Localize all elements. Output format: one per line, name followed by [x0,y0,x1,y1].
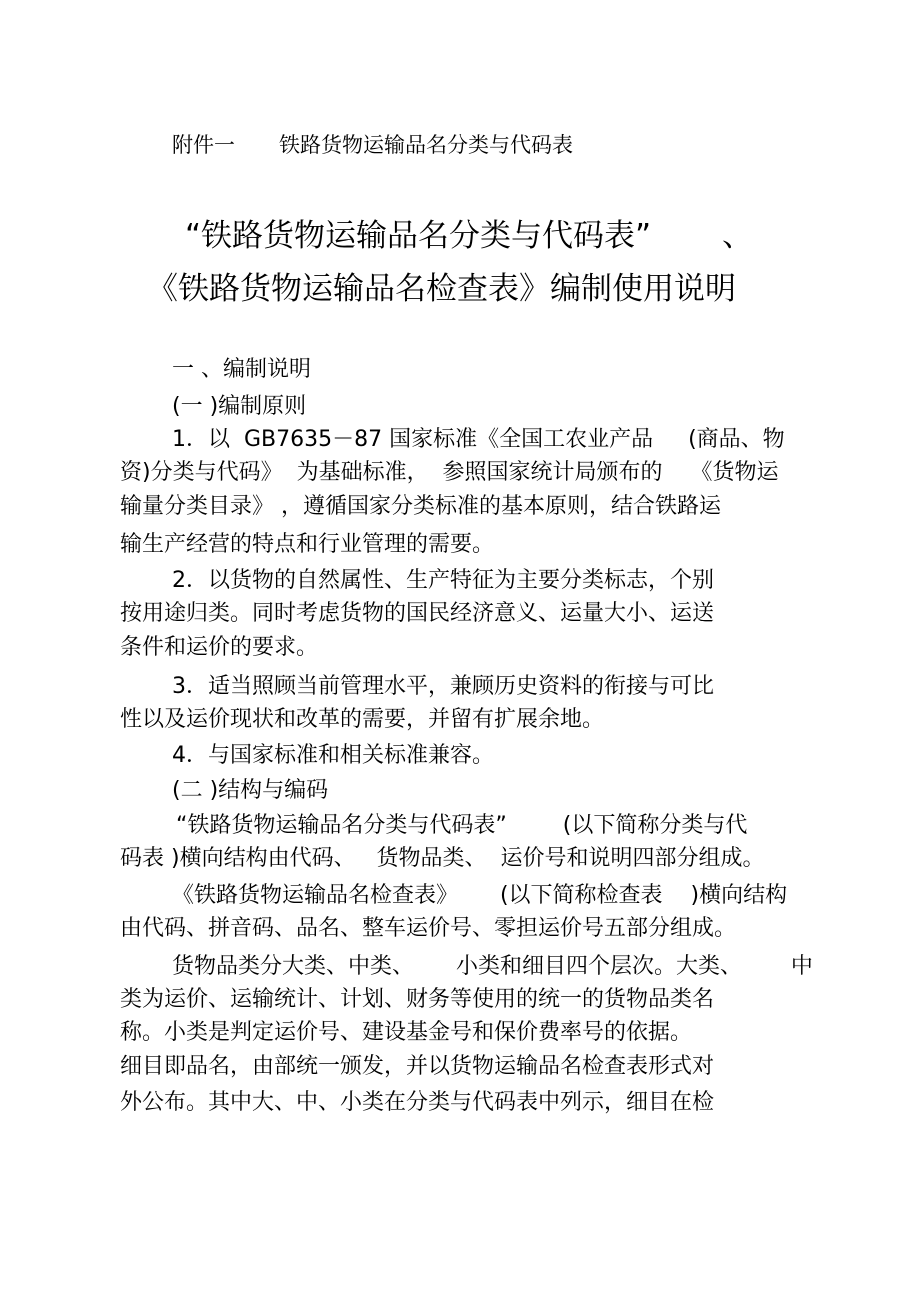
paragraph-line: 条件和运价的要求。 [120,635,319,660]
paragraph-line: 外公布。其中大、中、小类在分类与代码表中列示，细目在检 [120,1090,715,1115]
paragraph-line: 输量分类目录》 ，遵循国家分类标准的基本原则，结合铁路运 [120,494,721,519]
paragraph-line: “铁路货物运输品名分类与代码表” (以下简称分类与代 [176,813,748,838]
paragraph-line: 性以及运价现状和改革的需要，并留有扩展余地。 [120,707,605,732]
section-heading: 一 、编制说明 [172,357,311,382]
paragraph-line: 资)分类与代码》 为基础标准， 参照国家统计局颁布的 《货物运 [120,460,779,485]
page-title-line-1: “铁路货物运输品名分类与代码表” [185,218,652,254]
paragraph-line: 类为运价、运输统计、计划、财务等使用的统一的货物品类名 [120,987,715,1012]
paragraph-line: 由代码、拼音码、品名、整车运价号、零担运价号五部分组成。 [120,916,737,941]
paragraph-line: 码表 )横向结构由代码、 货物品类、 运价号和说明四部分组成。 [120,846,765,871]
paragraph-line: 1．以 GB7635－87 国家标准《全国工农业产品 (商品、物 [172,427,785,452]
paragraph-line: 货物品类分大类、中类、 小类和细目四个层次。大类、 中 [172,954,813,979]
page-title-line-1-mark: 、 [722,218,753,254]
page-title-line-2: 《铁路货物运输品名检查表》编制使用说明 [147,271,736,307]
attachment-label: 附件一 [172,133,235,157]
paragraph-line: 4．与国家标准和相关标准兼容。 [172,743,494,768]
subsection-heading: (一 )编制原则 [172,394,307,419]
paragraph-line: 按用途归类。同时考虑货物的国民经济意义、运量大小、运送 [120,601,715,626]
paragraph-line: 《铁路货物运输品名检查表》 (以下简称检查表 )横向结构 [172,883,788,908]
paragraph-line: 输生产经营的特点和行业管理的需要。 [120,532,495,557]
subsection-heading: (二 )结构与编码 [172,778,329,803]
paragraph-line: 3．适当照顾当前管理水平，兼顾历史资料的衔接与可比 [172,674,714,699]
paragraph-line: 2．以货物的自然属性、生产特征为主要分类标志，个别 [172,568,714,593]
paragraph-line: 细目即品名，由部统一颁发，并以货物运输品名检查表形式对 [120,1054,715,1079]
paragraph-line: 称。小类是判定运价号、建设基金号和保价费率号的依据。 [120,1020,693,1045]
attachment-title: 铁路货物运输品名分类与代码表 [279,133,573,157]
